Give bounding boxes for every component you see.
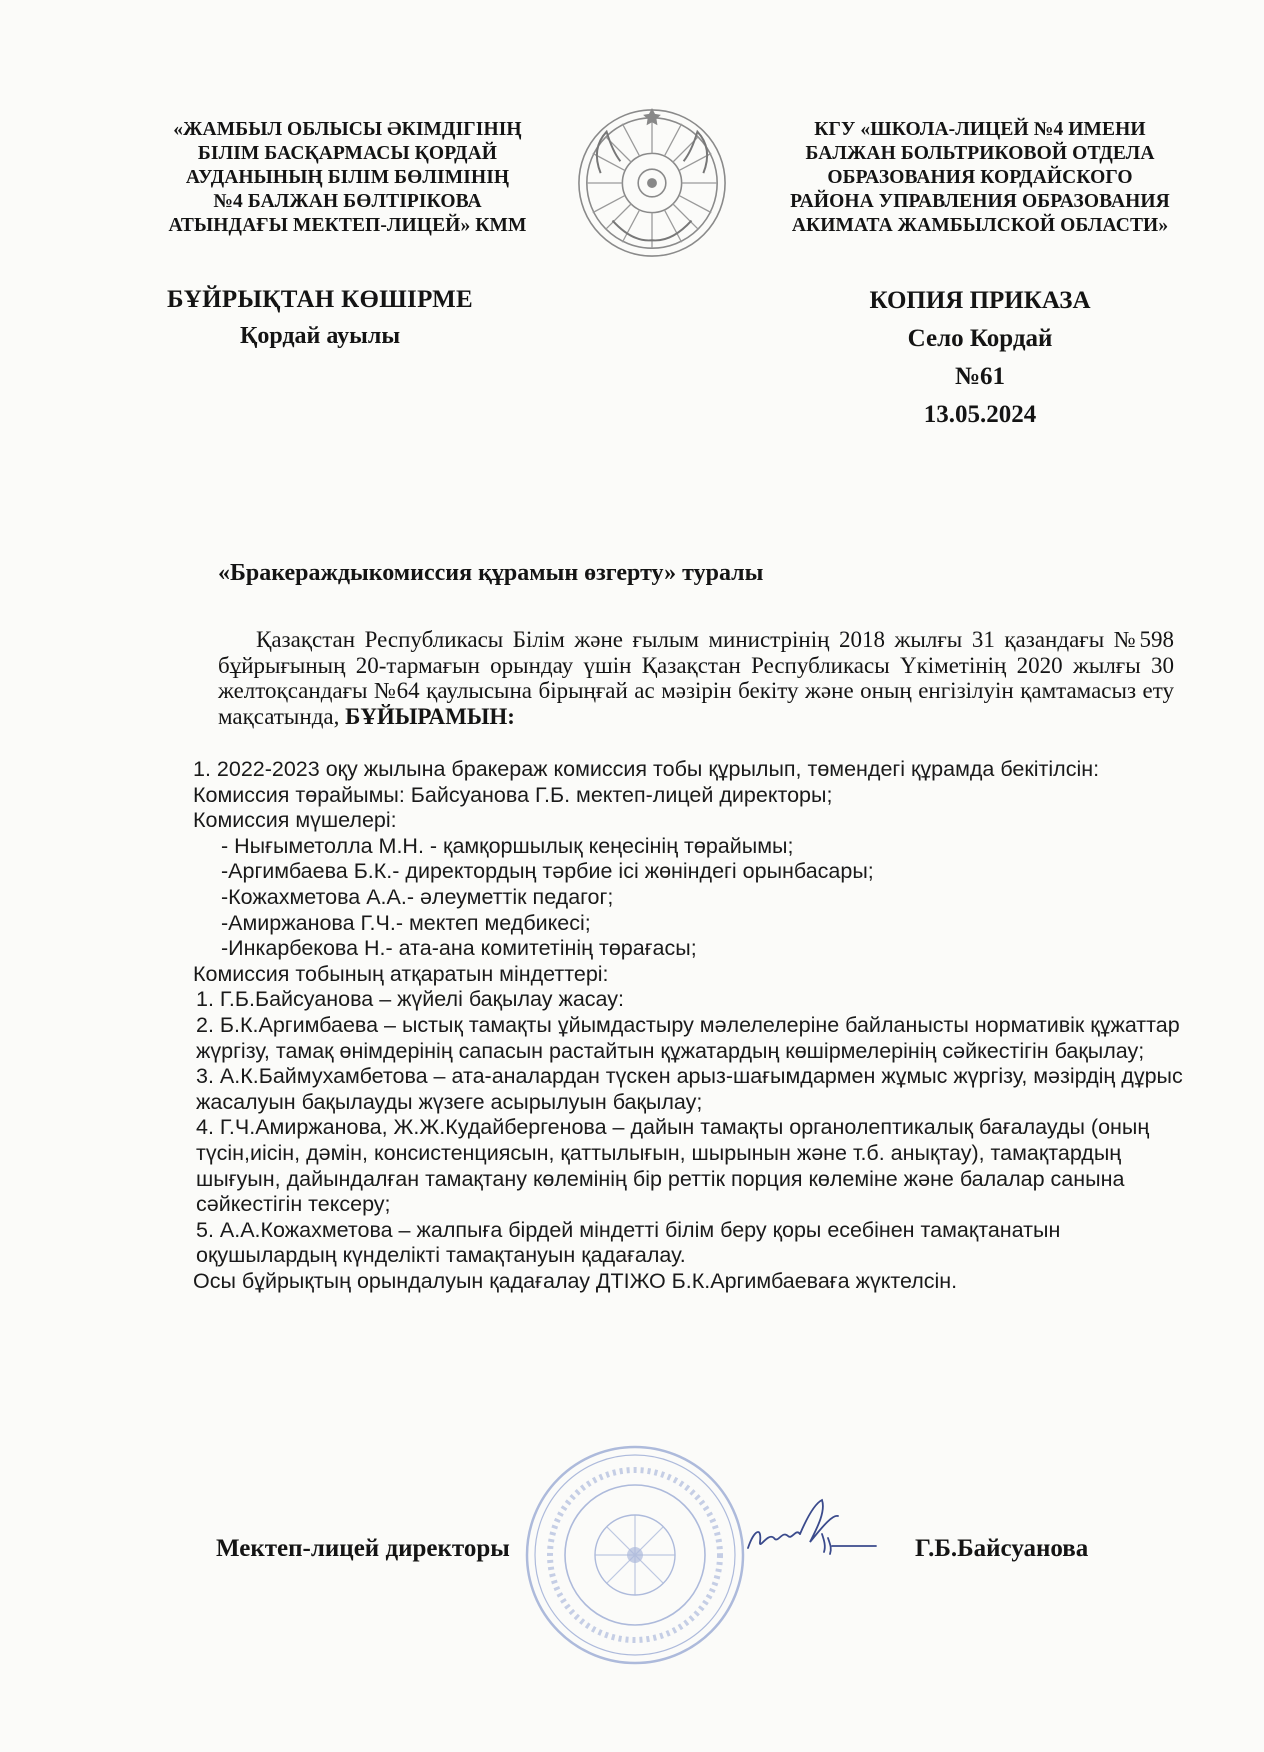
commission-member: -Инкарбекова Н.- ата-ана комитетінің төрағасы; (221, 936, 697, 961)
order-intro-text: Қазақстан Республикасы Білім және ғылым министрінің 2018 жылғы 31 қазандағы №598 бұйрығының 20-тармағын орындау үшін Қазақстан Республикасы Үкіметінің 2020 жылғы 30 желтоқсандағы №64 қаулысына бірыңғай ас мәзірін бекіту және оның енгізілуін қамтамасыз ету мақсатында, (218, 627, 1174, 729)
order-body (193, 757, 1183, 1294)
order-item-1: 1. 2022-2023 оқу жылына бракераж комиссия тобы құрылып, төмендегі құрамда бекітілсін: (193, 757, 1100, 781)
commission-member: -Амиржанова Г.Ч.- мектеп медбикесі; (221, 910, 591, 935)
org-name-kazakh-line: №4 БАЛЖАН БӨЛТІРІКОВА (213, 191, 482, 212)
commission-duties-label: Комиссия тобының атқаратын міндеттері: (193, 961, 609, 986)
commission-duty: 1. Г.Б.Байсуанова – жүйелі бақылау жасау: (196, 987, 624, 1012)
org-name-kazakh-line: БІЛІМ БАСҚАРМАСЫ ҚОРДАЙ (197, 143, 498, 164)
place-kazakh: Қордай ауылы (239, 323, 401, 349)
order-intro (218, 627, 1174, 729)
order-control: Осы бұйрықтың орындалуын қадағалау ДТІЖО Б.К.Аргимбаеваға жүктелсін. (193, 1268, 958, 1293)
org-name-kazakh-line: «ЖАМБЫЛ ОБЛЫСЫ ӘКІМДІГІНІҢ (173, 119, 522, 140)
order-number: №61 (954, 363, 1006, 390)
org-name-kazakh-line: АУДАНЫНЫҢ БІЛІМ БӨЛІМІНІҢ (185, 167, 510, 188)
copy-title-russian-block (825, 282, 1135, 434)
commission-duty: 4. Г.Ч.Амиржанова, Ж.Ж.Кудайбергенова – дайын тамақты органолептикалық бағалауды (оның түсін,иісін, дәмін, консистенциясын, қаттылығын, шырынын және т.б. анықтау), тамақтардың шығуын, дайындалған тамақтану көлемінің бір реттік порция көлеміне және балалар санына сәйкестігін тексеру; (196, 1115, 1150, 1217)
org-name-russian-line: РАЙОНА УПРАВЛЕНИЯ ОБРАЗОВАНИЯ (790, 191, 1170, 212)
order-intro-emphasis: БҰЙЫРАМЫН: (345, 703, 515, 729)
commission-duty: 5. А.А.Кожахметова – жалпыға бірдей міндетті білім беру қоры есебінен тамақтанатын оқушылардың күнделікті тамақтануын қадағалау. (196, 1217, 1061, 1268)
org-name-russian (735, 118, 1225, 238)
place-russian: Село Кордай (907, 325, 1053, 352)
commission-chair: Комиссия төрайымы: Байсуанова Г.Б. мектеп-лицей директоры; (193, 782, 833, 807)
org-name-kazakh (120, 118, 575, 238)
org-name-kazakh-line: АТЫНДАҒЫ МЕКТЕП-ЛИЦЕЙ» КММ (168, 215, 527, 236)
copy-title-kazakh: БҰЙРЫҚТАН КӨШІРМЕ (166, 286, 474, 313)
commission-duty: 2. Б.К.Аргимбаева – ыстық тамақты ұйымдастыру мәлелелеріне байланысты нормативік құжаттар жүргізу, тамақ өнімдерінің сапасын растайтын құжатардың көшірмелерінің сәйкестігін бақылау; (196, 1012, 1180, 1063)
commission-member: -Аргимбаева Б.К.- директордың тәрбие ісі жөніндегі орынбасары; (221, 859, 874, 884)
org-name-russian-line: ОБРАЗОВАНИЯ КОРДАЙСКОГО (827, 167, 1133, 188)
order-date: 13.05.2024 (923, 401, 1037, 428)
kazakhstan-state-emblem-icon (573, 104, 731, 262)
commission-member: - Нығыметолла М.Н. - қамқоршылық кеңесінің төрайымы; (221, 833, 794, 858)
order-subject: «Бракераждыкомиссия құрамын өзгерту» туралы (218, 560, 764, 586)
order-intro-block (218, 627, 1174, 729)
org-name-russian-line: АКИМАТА ЖАМБЫЛСКОЙ ОБЛАСТИ» (791, 215, 1169, 236)
commission-member: -Кожахметова А.А.- әлеуметтік педагог; (221, 884, 614, 909)
copy-title-russian: КОПИЯ ПРИКАЗА (869, 287, 1091, 314)
handwritten-signature-icon (740, 1490, 880, 1570)
signatory-name: Г.Б.Байсуанова (915, 1535, 1089, 1562)
org-name-russian-line: КГУ «ШКОЛА-ЛИЦЕЙ №4 ИМЕНИ (814, 119, 1146, 140)
round-seal-stamp-icon (520, 1440, 750, 1670)
signatory-position: Мектеп-лицей директоры (216, 1535, 510, 1562)
commission-duty: 3. А.К.Баймухамбетова – ата-аналардан түскен арыз-шағымдармен жұмыс жүргізу, мәзірдің дұрыс жасалуын бақылауды жүзеге асырылуын бақылау; (196, 1064, 1183, 1114)
org-name-russian-line: БАЛЖАН БОЛЬТРИКОВОЙ ОТДЕЛА (805, 143, 1155, 164)
copy-title-kazakh-block (150, 282, 490, 354)
commission-members-label: Комиссия мүшелері: (193, 808, 397, 833)
